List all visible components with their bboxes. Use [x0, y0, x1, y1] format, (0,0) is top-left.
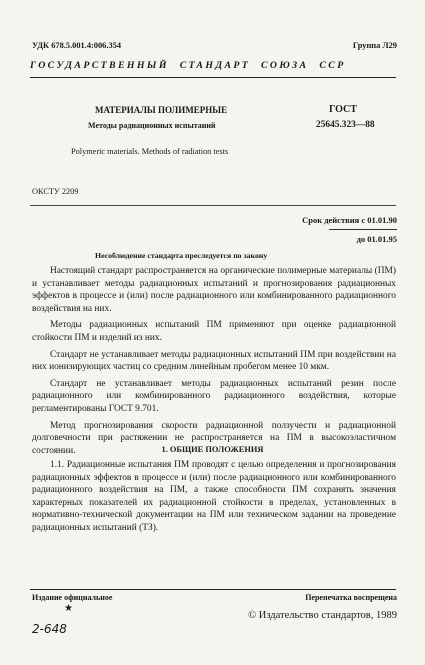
section-heading: 1. ОБЩИЕ ПОЛОЖЕНИЯ	[161, 445, 264, 454]
paragraph: Метод прогнозирования скорости радиационной ползучести и радиационной долговечности при растяжении не распространяется на ПМ в высокоэластичном состоянии.	[32, 420, 396, 456]
handwritten-number: 2-648	[32, 622, 67, 636]
gost-number: 25645.323—88	[316, 120, 375, 130]
document-subtitle: Методы радиационных испытаний	[88, 121, 216, 130]
paragraph: 1.1. Радиационные испытания ПМ проводят с целью определения и прогнозирования радиационных эффектов в процессе и (или) после радиационного или комбинированного радиационного воздействия на ПМ, а также способности ПМ сохранять значения характерных показателей их радиационной стойкости в пределах, установленных в нормативно-технической документации на ПМ или техническом задании на проведение радиационных испытаний (ТЗ).	[32, 460, 396, 533]
validity-to: до 01.01.95	[329, 229, 397, 248]
validity-from: Срок действия с 01.01.90	[302, 215, 397, 225]
paragraph: Методы радиационных испытаний ПМ применяют при оценке радиационной стойкости ПМ и изделий из них.	[32, 320, 396, 343]
middle-rule	[30, 205, 396, 206]
english-title: Polymeric materials. Methods of radiation tests	[71, 147, 229, 156]
section-text	[32, 459, 396, 535]
validity-block	[302, 211, 397, 248]
state-standard-banner: ГОСУДАРСТВЕННЫЙ СТАНДАРТ СОЮЗА ССР	[30, 60, 346, 71]
top-rule	[30, 77, 396, 78]
star-icon: ★	[64, 603, 73, 614]
paragraph: Стандарт не устанавливает методы радиационных испытаний резин после радиационного или комбинированного радиационного воздействия, которые регламентированы ГОСТ 9.701.	[32, 378, 396, 414]
okstu-code: ОКСТУ 2209	[32, 187, 79, 196]
reprint-prohibited-label: Перепечатка воспрещена	[305, 593, 397, 602]
paragraph: Стандарт не устанавливает методы радиационных испытаний ПМ при воздействии на них ионизирующих частиц со средним линейным пробегом менее 10 мкм.	[32, 349, 396, 373]
official-edition-label: Издание официальное	[32, 593, 113, 602]
bottom-rule	[30, 589, 396, 590]
udk-code: УДК 678.5.001.4:006.354	[32, 41, 122, 50]
gost-label: ГОСТ	[329, 104, 357, 115]
legal-notice: Несоблюдение стандарта преследуется по закону	[95, 251, 268, 260]
group-code: Группа Л29	[352, 41, 397, 50]
copyright-notice: © Издательство стандартов, 1989	[248, 610, 397, 621]
intro-text	[32, 265, 396, 461]
document-title: МАТЕРИАЛЫ ПОЛИМЕРНЫЕ	[95, 105, 228, 115]
paragraph: Настоящий стандарт распространяется на органические полимерные материалы (ПМ) и устанавливает методы радиационных испытаний и прогнозирования радиационных эффектов в процессе и (или) после радиационного или комбинированного радиационного воздействия на них.	[32, 266, 396, 314]
